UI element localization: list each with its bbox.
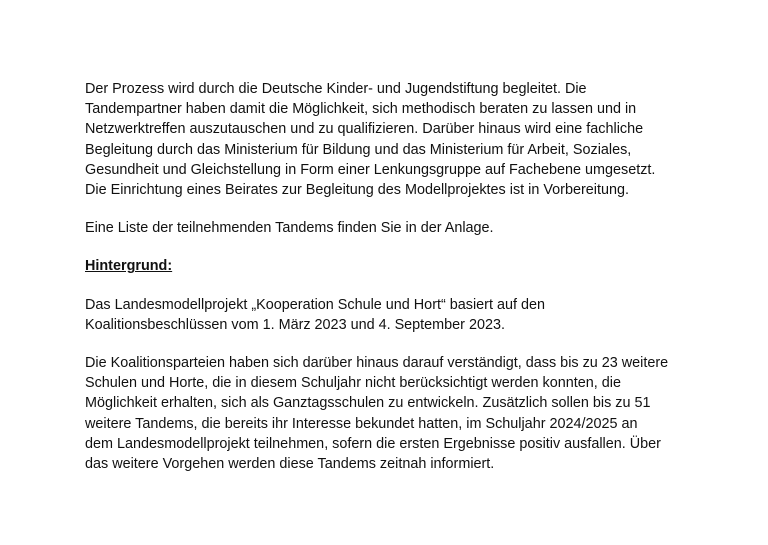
paragraph-process xyxy=(85,79,695,200)
text-line: Eine Liste der teilnehmenden Tandems finden Sie in der Anlage. xyxy=(85,220,494,237)
text-line: Begleitung durch das Ministerium für Bildung und das Ministerium für Arbeit, Soziales, xyxy=(85,141,632,158)
document-body xyxy=(85,79,695,474)
paragraph-spacer xyxy=(85,335,695,353)
text-line: Die Einrichtung eines Beirates zur Begleitung des Modellprojektes ist in Vorbereitung. xyxy=(85,182,629,199)
paragraph-spacer xyxy=(85,200,695,218)
text-line: Schulen und Horte, die in diesem Schuljahr nicht berücksichtigt werden konnten, die xyxy=(85,375,621,392)
text-line: Koalitionsbeschlüssen vom 1. März 2023 und 4. September 2023. xyxy=(85,316,505,333)
paragraph-spacer xyxy=(85,277,695,295)
paragraph-tandem-list xyxy=(85,218,695,238)
text-line: Der Prozess wird durch die Deutsche Kinder- und Jugendstiftung begleitet. Die xyxy=(85,81,587,97)
paragraph-model-project xyxy=(85,295,695,335)
text-line: Netzwerktreffen auszutauschen und zu qualifizieren. Darüber hinaus wird eine fachliche xyxy=(85,121,644,138)
text-line: dem Landesmodellprojekt teilnehmen, sofern die ersten Ergebnisse positiv ausfallen. Über xyxy=(85,435,661,452)
text-line: weitere Tandems, die bereits ihr Interesse bekundet hatten, im Schuljahr 2024/2025 an xyxy=(85,415,638,432)
text-line: Das Landesmodellprojekt „Kooperation Schule und Hort“ basiert auf den xyxy=(85,296,545,313)
text-line: Die Koalitionsparteien haben sich darüber hinaus darauf verständigt, dass bis zu 23 weitere xyxy=(85,355,669,372)
text-line: Möglichkeit erhalten, sich als Ganztagsschulen zu entwickeln. Zusätzlich sollen bis zu 51 xyxy=(85,395,651,412)
paragraph-spacer xyxy=(85,238,695,256)
section-heading xyxy=(85,256,695,276)
heading-background: Hintergrund: xyxy=(85,258,173,275)
paragraph-coalition xyxy=(85,353,695,474)
text-line: Tandempartner haben damit die Möglichkeit, sich methodisch beraten zu lassen und in xyxy=(85,101,637,118)
text-line: Gesundheit und Gleichstellung in Form einer Lenkungsgruppe auf Fachebene umgesetzt. xyxy=(85,161,656,178)
text-line: das weitere Vorgehen werden diese Tandems zeitnah informiert. xyxy=(85,456,495,473)
